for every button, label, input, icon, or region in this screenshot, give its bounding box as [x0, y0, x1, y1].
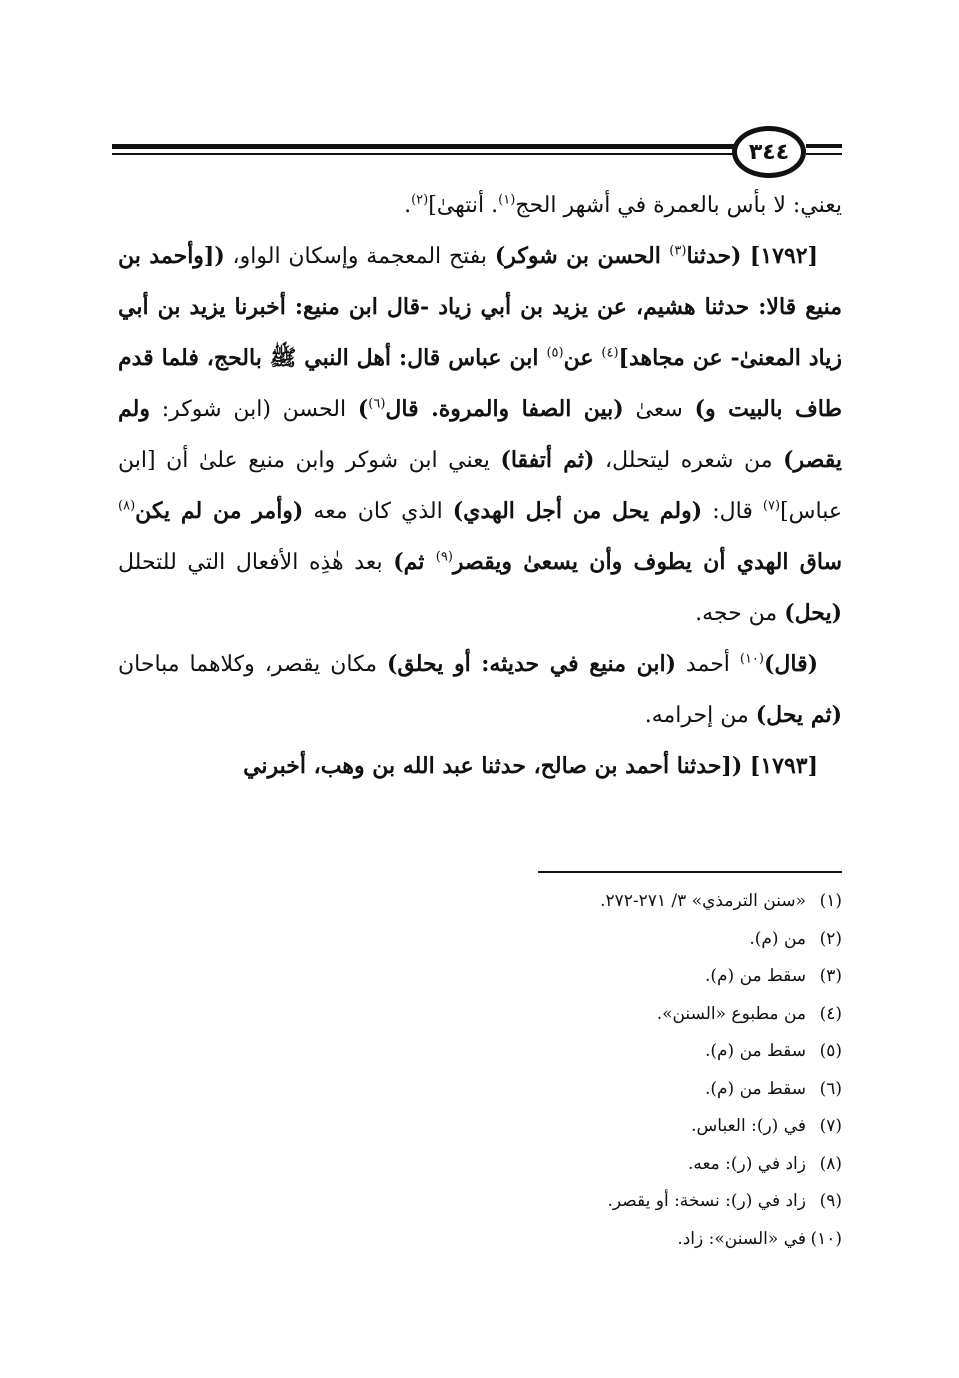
bold-span: ابن عباس قال: أهل النبي ﷺ بالحج، فلما قدم طاف بالبيت و) [118, 345, 842, 422]
bold-span: (ولم يحل من أجل الهدي) [452, 498, 703, 524]
bold-span: (وأمر من لم يكن [135, 498, 304, 524]
footnote-text: من (م). [749, 928, 806, 949]
header-rule-thin [112, 153, 734, 155]
text-span: بفتح المعجمة وإسكان الواو، [224, 244, 495, 269]
bold-span: ولم يقصر) [118, 396, 842, 473]
footnote-ref: (١) [498, 192, 516, 208]
bold-span: ثم) [393, 549, 436, 575]
bold-span: (قال) [763, 651, 819, 677]
text-span: من شعره ليتحلل، [594, 448, 784, 473]
text-span: الحسن (ابن شوكر: [149, 397, 358, 422]
bold-span: الحسن بن شوكر) [494, 243, 670, 269]
footnote-text: في «السنن»: زاد. [677, 1228, 806, 1249]
footnote-ref: (٣) [669, 243, 687, 259]
footnote-ref: (٤) [601, 345, 619, 361]
page-number: ٣٤٤ [732, 126, 806, 178]
bold-span: عن [563, 345, 602, 371]
bold-span: ([وأحمد بن منيع قالا: حدثنا هشيم، عن يزيد بن أبي زياد -قال ابن منيع: أخبرنا يزيد بن أبي زياد المعنىٰ- عن مجاهد] [118, 243, 842, 371]
text-span: الذي كان معه [303, 499, 453, 524]
bold-span: ) [357, 396, 369, 422]
paragraph-1 [118, 180, 842, 231]
footnote-number: (١٠) [810, 1228, 842, 1249]
footnote-ref: (٥) [546, 345, 564, 361]
footnote-number: (٨) [819, 1153, 842, 1174]
footnote-number: (٥) [819, 1041, 842, 1061]
footnote-item [400, 1221, 842, 1259]
paragraph-hadith-1793 [118, 741, 842, 792]
footnote-item [400, 1033, 842, 1071]
bold-span: [١٧٩٣] ([حدثنا أحمد بن صالح، حدثنا عبد الله بن وهب، أخبرني [243, 753, 818, 779]
footnote-ref: (٧) [762, 498, 781, 514]
text-span: أحمد [675, 652, 740, 677]
footnote-item [400, 996, 842, 1034]
footnotes-list [400, 883, 842, 1258]
text-span: سعىٰ [623, 397, 695, 422]
footnote-ref: (١٠) [739, 651, 764, 667]
footnote-number: (٤) [819, 1003, 842, 1024]
footnote-item [400, 921, 842, 959]
bold-span: (ثم يحل) [755, 702, 842, 728]
footnote-ref: (٨) [118, 498, 136, 514]
bold-span: [١٧٩٢] (حدثنا [686, 243, 819, 269]
footnote-text: «سنن الترمذي» ٣/ ٢٧١-٢٧٢. [600, 891, 806, 911]
text-span: بعد هٰذِه الأفعال التي للتحلل [118, 550, 394, 575]
text-span: من إحرامه. [644, 703, 756, 728]
text-span: قال: [702, 499, 763, 524]
text-span: . أنتهىٰ] [428, 193, 499, 218]
header-rule-right-thick [806, 144, 842, 148]
text-span: من حجه. [695, 601, 785, 626]
text-span: . [404, 193, 412, 218]
footnote-item [400, 883, 842, 921]
paragraph-qala [118, 639, 842, 741]
header-rule-thick [112, 144, 734, 149]
main-text [118, 180, 842, 792]
text-span: يعني ابن شوكر وابن منيع علىٰ أن [ابن عباس] [118, 448, 842, 524]
text-span: مكان يقصر، وكلاهما مباحان [118, 652, 387, 677]
footnote-text: في (ر): العباس. [691, 1116, 806, 1136]
footnote-text: زاد في (ر): معه. [687, 1153, 806, 1174]
bold-span: (يحل) [784, 600, 842, 626]
bold-span: (ابن منيع في حديثه: أو يحلق) [386, 651, 676, 677]
footnote-text: سقط من (م). [704, 1041, 806, 1061]
page-header [112, 126, 842, 186]
footnote-item [400, 1146, 842, 1184]
footnote-text: سقط من (م). [704, 966, 806, 986]
footnote-number: (٩) [819, 1191, 842, 1211]
footnote-text: سقط من (م). [704, 1078, 806, 1099]
footnote-text: من مطبوع «السنن». [656, 1003, 806, 1024]
footnote-item [400, 958, 842, 996]
header-rule-right-thin [806, 153, 842, 155]
footnote-number: (٧) [819, 1116, 842, 1136]
bold-span: ساق الهدي أن يطوف وأن يسعىٰ ويقصر [452, 549, 842, 575]
footnote-ref: (٦) [368, 396, 386, 412]
footnote-number: (٦) [819, 1078, 842, 1099]
footnote-item [400, 1071, 842, 1109]
footnote-number: (٢) [819, 928, 842, 949]
footnote-number: (٣) [819, 966, 842, 986]
footnote-text: زاد في (ر): نسخة: أو يقصر. [607, 1191, 806, 1211]
footnote-separator [538, 871, 842, 873]
bold-span: (ثم أتفقا) [500, 447, 595, 473]
text-span: يعني: لا بأس بالعمرة في أشهر الحج [515, 193, 842, 218]
bold-span: (بين الصفا والمروة. قال [385, 396, 624, 422]
footnote-item [400, 1183, 842, 1221]
footnote-item [400, 1108, 842, 1146]
footnote-number: (١) [819, 891, 842, 911]
paragraph-hadith-1792 [118, 231, 842, 639]
footnote-ref: (٢) [411, 192, 429, 208]
footnote-ref: (٩) [435, 549, 453, 565]
